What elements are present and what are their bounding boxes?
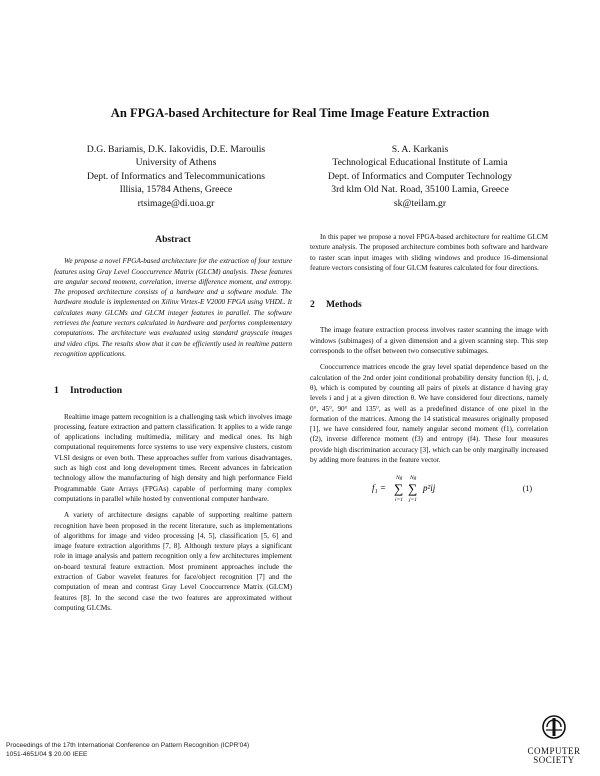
author-block-1 [60,143,292,210]
left-column [54,232,292,619]
section-title: Introduction [70,385,123,397]
abstract-heading: Abstract [155,234,191,245]
author-email: rtsimage@di.uoa.gr [137,197,215,209]
page-footer [6,741,249,759]
logo-emblem-icon [516,712,592,742]
intro-paragraph-3: In this paper we propose a novel FPGA-based architecture for realtime GLCM texture analysis. The proposed architecture combines both software and hardware to raster scan input images with sliding windows and produce 16-dimensional feature vectors consisting of four GLCM features calculated for four directions. [310,233,548,272]
methods-paragraph-1: The image feature extraction process involves raster scanning the image with windows (subimages) of a given dimension and a given scanning step. This step corresponds to the offset between two consecutive subimages. [310,326,548,356]
paper-title: An FPGA-based Architecture for Real Time Image Feature Extraction [110,106,490,120]
sum-symbol-i: ∑ [394,481,404,497]
sum-upper-limit: Ng [396,475,403,482]
footer-issn: 1051-4651/04 $ 20.00 IEEE [6,751,88,758]
intro-paragraph-1: Realtime image pattern recognition is a challenging task which involves image processing, feature extraction and pattern classification. It applies to a wide range of applications including multimedia, military and medical ones. Its high computational requirements force systems to use very expensive clusters, custom VLSI designs or even both. These approaches suffer from various disadvantages, such as high cost and long development times. Recent advances in fabrication technology allow the manufacturing of high density and high performance Field Programmable Gate Arrays (FPGAs) capable of performing many complex computations in parallel while hosted by conventional computer hardware. [54,412,292,503]
equation-lhs: f₁ = [372,483,386,494]
abstract-text: We propose a novel FPGA-based architecture for the extraction of four texture features using Gray Level Cooccurrence Matrix (GLCM) analysis. These features are angular second moment, correlation, inverse difference moment, and entropy. The proposed architecture consists of a hardware and a software module. The hardware module is implemented on Xilinx Virtex-E V2000 FPGA using VHDL. It calculates many GLCMs and GLCM integer features in parallel. The software retrieves the feature vectors calculated in hardware and performs complementary computations. The architecture was evaluated using standard grayscale images and video clips. The results show that it can be efficiently used in realtime pattern recognition applications. [54,257,292,358]
author-block-2 [300,143,540,210]
right-column [310,232,548,503]
methods-paragraph-2: Cooccurrence matrices encode the gray level spatial dependence based on the calculation of the 2nd order joint conditional probability density function f(i, j, d, θ), which is computed by counting all pairs of pixels at distance d having gray levels i and j at a given direction θ. We have considered four directions, namely 0°, 45°, 90° and 135°, as well as a predefined distance of one pixel in the formation of the matrices. Among the 14 statistical measures originally proposed [1], we have considered four, namely angular second moment (f1), correlation (f2), inverse difference moment (f3) and entropy (f4). These four measures provide high discrimination accuracy [3], which can be only marginally increased by adding more features in the feature vector. [310,363,548,465]
section-number: 2 [310,299,315,311]
logo-line-2: SOCIETY [533,755,575,765]
author-affiliation-line: Dept. of Informatics and Telecommunications [86,170,266,182]
section-number: 1 [54,385,59,397]
section-title: Methods [326,299,362,311]
footer-proceedings: Proceedings of the 17th International Conference on Pattern Recognition (ICPR'04) [6,742,250,749]
equation-number: (1) [522,484,532,494]
author-affiliation-line: Dept. of Informatics and Computer Technology [327,170,513,182]
ieee-computer-society-logo [516,712,592,768]
sum-upper-limit: Ng [410,475,417,482]
section-heading-methods [310,300,548,310]
author-affiliation-line: Illisia, 15784 Athens, Greece [119,184,233,196]
author-email: sk@teilam.gr [393,197,447,209]
sum-lower-limit-i: i=1 [395,497,403,504]
author-affiliation-line: 3rd klm Old Nat. Road, 35100 Lamia, Greece [331,184,509,196]
equation-graphic [310,473,548,503]
author-names: S. A. Karkanis [391,144,449,155]
intro-paragraph-2: A variety of architecture designs capable of supporting realtime pattern recognition have been proposed in the recent literature, such as implementations of algorithms for image and video processing [4, 5], classification [5, 6] and image feature extraction algorithms [7, 8]. Although texture plays a significant role in image analysis and pattern recognition only a few architectures implement on-board textural feature extraction. Most prominent approaches include the extraction of Gabor wavelet features for face/object recognition [7] and the computation of mean and contrast Gray Level Cooccurrence Matrix (GLCM) features [8]. In the second case the two features are approximated without computing GLCMs. [54,511,292,612]
logo-line-1: COMPUTER [527,746,581,756]
author-affiliation-line: Technological Educational Institute of Lamia [332,157,508,169]
section-heading-introduction [54,386,292,396]
sum-symbol-j: ∑ [408,481,418,497]
sum-lower-limit-j: j=1 [409,497,417,504]
author-affiliation-line: University of Athens [135,157,217,169]
equation-1 [310,473,548,503]
author-names: D.G. Bariamis, D.K. Iakovidis, D.E. Maroulis [86,144,266,155]
equation-body: p²ij [423,483,436,494]
